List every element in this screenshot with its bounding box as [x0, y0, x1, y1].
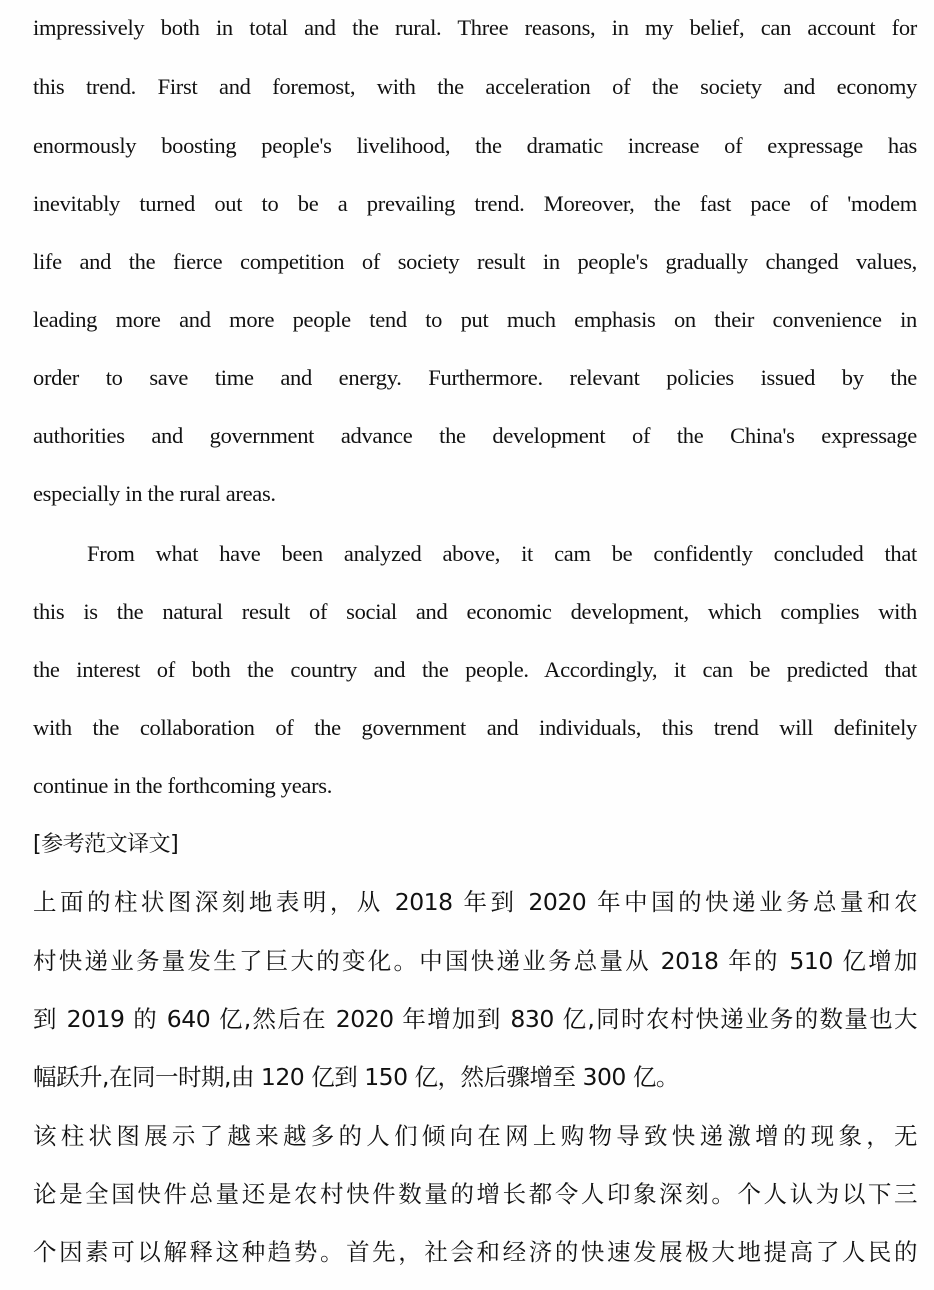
translation-heading: [参考范文译文] [33, 832, 179, 857]
text-line: impressively both in total and the rural. Three reasons, in my belief, can account for [33, 15, 917, 40]
text-line: enormously boosting people's livelihood, the dramatic increase of expressage has [33, 133, 917, 158]
text-line: 论是全国快件总量还是农村快件数量的增长都令人印象深刻。个人认为以下三 [33, 1180, 917, 1208]
text-line: 上面的柱状图深刻地表明，从 2018 年到 2020 年中国的快递业务总量和农 [33, 888, 917, 916]
text-line: 到 2019 的 640 亿,然后在 2020 年增加到 830 亿,同时农村快递业务的数量也大 [33, 1005, 917, 1033]
text-line: with the collaboration of the government and individuals, this trend will definitely [33, 715, 917, 740]
text-line: this trend. First and foremost, with the acceleration of the society and economy [33, 74, 917, 99]
text-line: 该柱状图展示了越来越多的人们倾向在网上购物导致快递激增的现象，无 [33, 1122, 917, 1150]
text-line: 村快递业务量发生了巨大的变化。中国快递业务总量从 2018 年的 510 亿增加 [33, 947, 917, 975]
text-line: From what have been analyzed above, it cam be confidently concluded that [87, 541, 917, 566]
text-line: leading more and more people tend to put much emphasis on their convenience in [33, 307, 917, 332]
text-line: 个因素可以解释这种趋势。首先，社会和经济的快速发展极大地提高了人民的 [33, 1238, 917, 1266]
text-line: the interest of both the country and the people. Accordingly, it can be predicted that [33, 657, 917, 682]
text-line: 幅跃升,在同一时期,由 120 亿到 150 亿，然后骤增至 300 亿。 [33, 1063, 679, 1091]
text-line: this is the natural result of social and economic development, which complies with [33, 599, 917, 624]
text-line: life and the fierce competition of society result in people's gradually changed values, [33, 249, 917, 274]
text-line: authorities and government advance the development of the China's expressage [33, 423, 917, 448]
text-line: especially in the rural areas. [33, 481, 276, 506]
text-line: continue in the forthcoming years. [33, 773, 333, 798]
text-line: inevitably turned out to be a prevailing trend. Moreover, the fast pace of 'modem [33, 191, 917, 216]
text-line: order to save time and energy. Furthermore. relevant policies issued by the [33, 365, 917, 390]
